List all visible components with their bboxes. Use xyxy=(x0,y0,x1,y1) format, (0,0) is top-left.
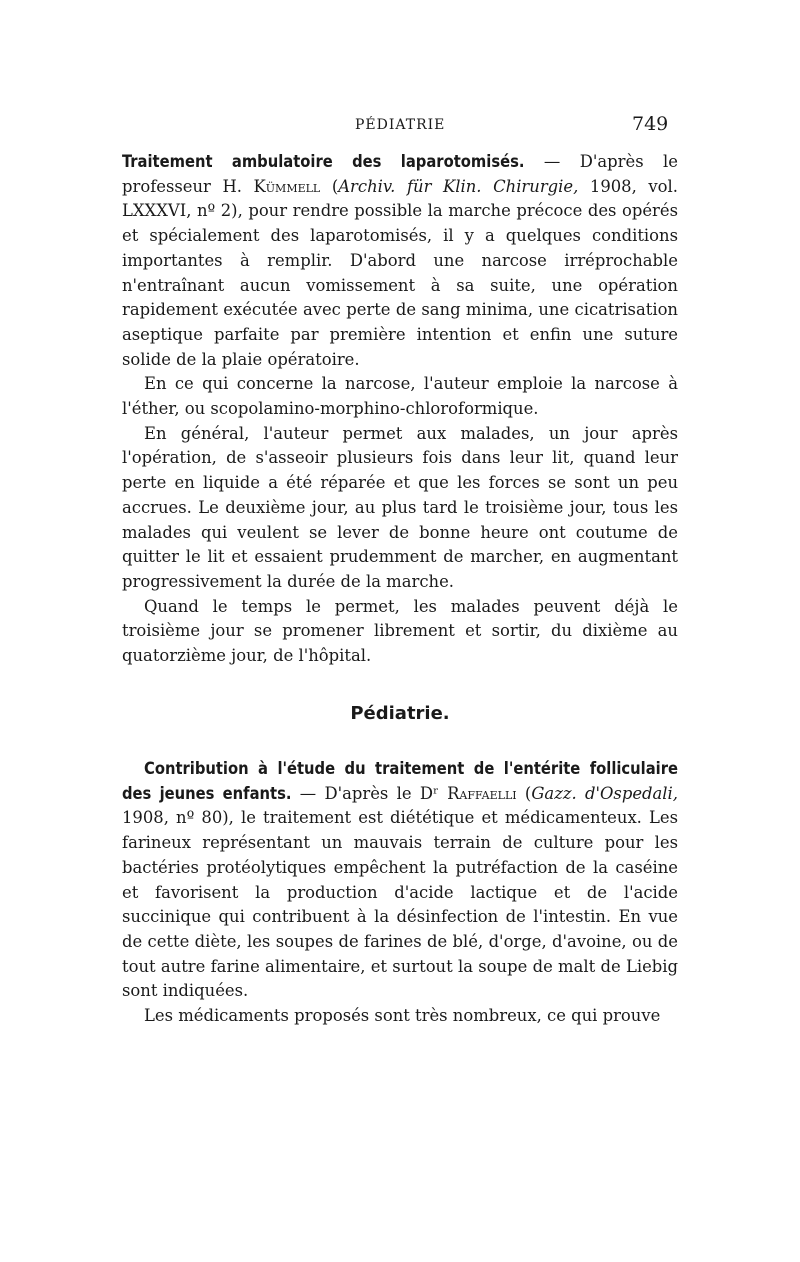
running-head: PÉDIATRIE xyxy=(355,117,446,133)
article-paragraph: En général, l'auteur permet aux malades, un jour après l'opération, de s'asseoir plusieurs fois dans leur lit, quand leur perte en liquide a été réparée et que les forces se sont un peu accrues. Le deuxième jour, au plus tard le troisième jour, tous les malades qui veulent se lever de bonne heure ont coutume de quitter le lit et essaient prudemment de marcher, en augmentant progressivement la durée de la marche. xyxy=(122,423,678,591)
article-ambulatory-treatment xyxy=(122,150,678,669)
article-author: Kümmell xyxy=(253,176,321,196)
article-paragraph: Les médicaments proposés sont très nombreux, ce qui prouve xyxy=(144,1006,661,1026)
reference-open: ( xyxy=(320,176,339,196)
journal-reference: Archiv. für Klin. Chirurgie, xyxy=(338,176,579,196)
journal-reference: Gazz. d'Ospedali, xyxy=(531,783,678,803)
article-paragraph: En ce qui concerne la narcose, l'auteur emploie la narcose à l'éther, ou scopolamino-morphino-chloroformique. xyxy=(122,374,678,419)
article-body: 1908, nº 80), le traitement est diététique et médicamenteux. Les farineux représentant un mauvais terrain de culture pour les bactéries protéolytiques empêchent la putréfaction de la caséine et favorisent la production d'acide lactique et de l'acide succinique qui contribuent à la désinfection de l'intestin. En vue de cette diète, les soupes de farines de blé, d'orge, d'avoine, ou de tout autre farine alimentaire, et surtout la soupe de malt de Liebig sont indiquées. xyxy=(122,808,678,1001)
article-title: Contribution à l'étude du traitement de l'entérite folliculaire des jeunes enfants. xyxy=(122,759,678,803)
article-intro: — D'après le professeur H. xyxy=(122,152,678,196)
article-author: Raffaelli xyxy=(447,783,517,803)
article-enteritis xyxy=(122,757,678,1029)
article-paragraph xyxy=(122,757,678,1004)
section-heading: Pédiatrie. xyxy=(350,703,450,724)
reference-open: ( xyxy=(516,783,532,803)
article-paragraph xyxy=(122,150,678,372)
article-body: 1908, vol. LXXXVI, nº 2), pour rendre possible la marche précoce des opérés et spécialement des laparotomisés, il y a quelques conditions importantes à remplir. D'abord une narcose irréprochable n'entraînant aucun vomissement à sa suite, une opération rapidement exécutée avec perte de sang minima, une cicatrisation aseptique parfaite par première intention et enfin une suture solide de la plaie opératoire. xyxy=(122,176,678,369)
article-paragraph: Quand le temps le permet, les malades peuvent déjà le troisième jour se promener librement et sortir, du dixième au quatorzième jour, de l'hôpital. xyxy=(122,596,678,666)
article-title: Traitement ambulatoire des laparotomisés. xyxy=(122,152,525,171)
article-intro: — D'après le Dʳ xyxy=(291,783,448,803)
page-number: 749 xyxy=(632,113,669,135)
